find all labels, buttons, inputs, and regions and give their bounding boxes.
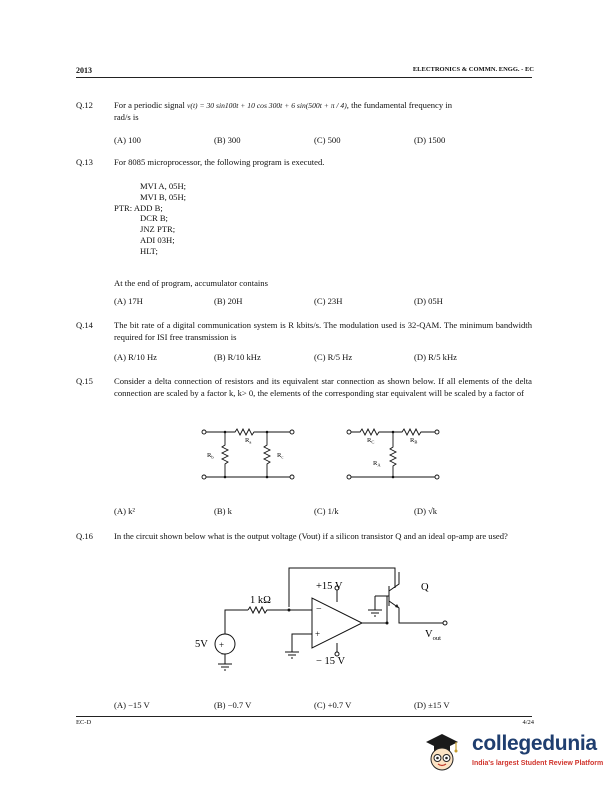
program-line: MVI B, 05H; [140,191,187,202]
source-label: 5V [195,639,208,650]
opamp-circuit-figure [185,560,455,680]
delta-label-b: $R_b$ [207,452,214,460]
question-number: Q.13 [76,157,93,167]
delta-network-figure [195,420,305,484]
program-line: HLT; [140,245,158,256]
resistor-label: 1 kΩ [250,595,271,606]
program-line: ADI 03H; [140,234,175,245]
exam-year: 2013 [76,66,92,75]
question-text: The bit rate of a digital communication system is R kbits/s. The modulation used is 32-QAM. The minimum bandwidth required for ISI free transmission is [114,320,532,342]
output-label: $V_{out}$ [425,629,441,642]
option-c: (C) 1/k [314,506,339,516]
option-a: (A) 100 [114,135,141,145]
delta-label-c: $R_c$ [277,452,284,460]
option-c: (C) 23H [314,296,343,306]
question-number: Q.16 [76,531,93,541]
question-text: For 8085 microprocessor, the following program is executed. [114,157,325,167]
noninverting-input-sign: + [315,629,321,639]
question-number: Q.12 [76,100,93,110]
signal-formula: v(t) = 30 sin100t + 10 cos 300t + 6 sin(500t + π / 4) [187,101,347,110]
star-network-figure [340,420,450,484]
question-text-line2: rad/s is [114,112,139,122]
option-a: (A) 17H [114,296,143,306]
option-b: (B) 300 [214,135,241,145]
program-line: PTR: ADD B; [114,202,163,213]
header-rule [76,77,532,78]
star-label-b: $R_B$ [410,437,418,445]
option-c: (C) +0.7 V [314,700,352,710]
graduate-mascot-icon [420,730,464,774]
brand-name: collegedunia [472,732,597,755]
question-text: For a periodic signal v(t) = 30 sin100t + 10 cos 300t + 6 sin(500t + π / 4), the fundamental frequency in [114,100,452,110]
question-number: Q.14 [76,320,93,330]
program-line: DCR B; [140,213,168,224]
transistor-label: Q [421,582,429,593]
program-listing [114,181,187,257]
star-label-c: $R_C$ [367,437,375,445]
option-b: (B) 20H [214,296,243,306]
option-a: (A) k² [114,506,135,516]
option-b: (B) −0.7 V [214,700,252,710]
program-line: JNZ PTR; [140,224,176,235]
question-follow-up: At the end of program, accumulator contains [114,278,268,288]
option-a: (A) −15 V [114,700,150,710]
delta-label-a: $R_a$ [245,437,252,445]
footer-page: 4/24 [522,719,534,726]
question-text: Consider a delta connection of resistors and its equivalent star connection as shown below. If all elements of the delta connection are scaled by a factor k, k> 0, the elements of the corresponding star equivalent will be scaled by a factor of [114,376,532,398]
option-b: (B) R/10 kHz [214,352,261,362]
option-c: (C) 500 [314,135,341,145]
star-label-a: $R_A$ [373,460,381,468]
question-text: In the circuit shown below what is the output voltage (Vout) if a silicon transistor Q and an ideal op-amp are used? [114,531,508,541]
option-d: (D) R/5 kHz [414,352,457,362]
option-c: (C) R/5 Hz [314,352,353,362]
collegedunia-watermark [420,728,606,780]
question-number: Q.15 [76,376,93,386]
negative-supply-label: − 15 V [316,656,346,667]
option-b: (B) k [214,506,232,516]
exam-subject: ELECTRONICS & COMMN. ENGG. - EC [412,66,534,73]
source-minus-sign: − [221,649,227,659]
footer-rule [76,716,532,717]
source-plus-sign: + [219,640,225,650]
option-a: (A) R/10 Hz [114,352,157,362]
footer-code: EC-D [76,719,92,726]
option-d: (D) √k [414,506,438,516]
option-d: (D) 05H [414,296,443,306]
program-line: MVI A, 05H; [140,181,187,191]
inverting-input-sign: − [316,604,322,615]
positive-supply-label: +15 V [316,581,343,592]
brand-tagline: India's largest Student Review Platform [472,760,604,767]
option-d: (D) ±15 V [414,700,450,710]
option-d: (D) 1500 [414,135,446,145]
